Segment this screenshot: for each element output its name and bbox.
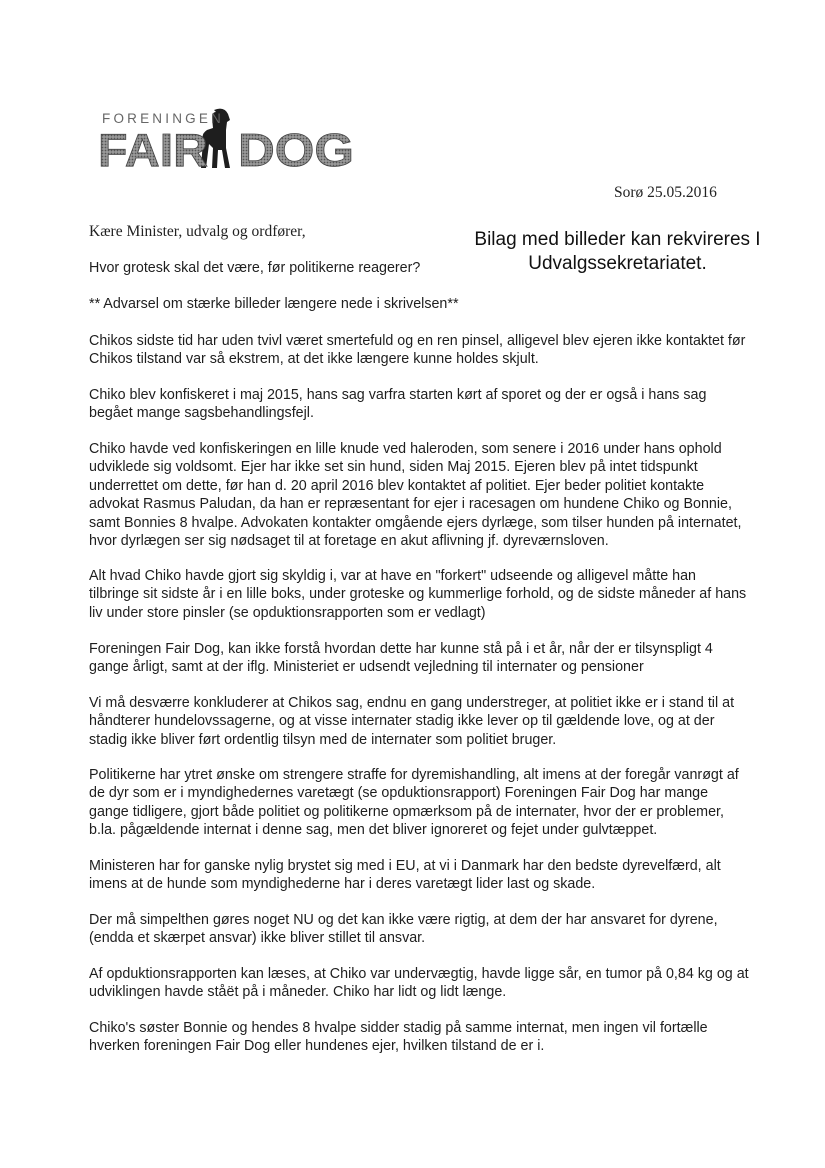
- body-paragraph: Chiko's søster Bonnie og hendes 8 hvalpe sidder stadig på samme internat, men ingen vil fortælle hverken foreningen Fair Dog eller hundenes ejer, hvilken tilstand de er i.: [89, 1020, 708, 1055]
- body-paragraph: Alt hvad Chiko havde gjort sig skyldig i, var at have en "forkert" udseende og alligevel måtte han tilbringe sit sidste år i en lille boks, under groteske og kummerlige forhold, og de sidste måneder af hans liv under store pinsler (se opduktionsrapporten som er vedlagt): [89, 568, 747, 621]
- notice-line-2: Udvalgssekretariatet.: [528, 253, 707, 274]
- body-paragraph-question: Hvor grotesk skal det være, før politikerne reagerer?: [89, 260, 421, 276]
- logo-big-left: FAIR: [98, 124, 208, 170]
- body-paragraph: Politikerne har ytret ønske om strengere straffe for dyremishandling, alt imens at der foregår vanrøgt af de dyr som er i myndighedernes varetægt (se opduktionsrapport) Foreningen Fair Dog har mange gange tidligere, gjort både politiet og politikerne opmærksom på de internater, hvor der er problemer, b.la. pågældende internat i denne sag, men det bliver ignoreret og fejet under gulvtæppet.: [89, 767, 739, 839]
- logo-small-text: FORENINGEN: [102, 111, 225, 126]
- fair-dog-logo: [98, 104, 358, 170]
- body-paragraph: Chiko blev konfiskeret i maj 2015, hans sag varfra starten kørt af sporet og der er også i hans sag begået mange sagsbehandlingsfejl.: [89, 387, 707, 422]
- logo-big-right: DOG: [238, 124, 354, 170]
- body-paragraph: Foreningen Fair Dog, kan ikke forstå hvordan dette har kunne stå på i et år, når der er tilsynspligt 4 gange årligt, samt at der iflg. Ministeriet er udsendt vejledning til internater og pensioner: [89, 641, 713, 676]
- body-paragraph: Chikos sidste tid har uden tvivl været smertefuld og en ren pinsel, alligevel blev ejeren ikke kontaktet før Chikos tilstand var så ekstrem, at det ikke længere kunne holdes skjult.: [89, 333, 746, 368]
- body-paragraph: Af opduktionsrapporten kan læses, at Chiko var undervægtig, havde ligge sår, en tumor på 0,84 kg og at udviklingen havde ståët på i måneder. Chiko har lidt og lidt længe.: [89, 966, 749, 1001]
- salutation: Kære Minister, udvalg og ordfører,: [89, 223, 306, 240]
- body-paragraph: Chiko havde ved konfiskeringen en lille knude ved haleroden, som senere i 2016 under hans ophold udviklede sig voldsomt. Ejer har ikke set sin hund, siden Maj 2015. Ejeren blev på intet tidspunkt underrettet om dette, før han d. 20 april 2016 blev kontaktet af politiet. Ejer beder politiet kontakte advokat Rasmus Paludan, da han er repræsentant for ejer i racesagen om hundene Chiko og Bonnie, samt Bonnies 8 hvalpe. Advokaten kontakter omgående ejers dyrlæge, som tilser hunden på internatet, hvor dyrlægen ser sig nødsaget til at foretage en akut aflivning jf. dyreværnsloven.: [89, 441, 742, 550]
- body-paragraph: Der må simpelthen gøres noget NU og det kan ikke være rigtig, at dem der har ansvaret for dyrene, (endda et skærpet ansvar) ikke bliver stillet til ansvar.: [89, 912, 718, 947]
- notice-line-1: Bilag med billeder kan rekvireres I: [474, 229, 761, 250]
- logo-wordmark: [98, 104, 358, 170]
- body-paragraph: Vi må desværre konkluderer at Chikos sag, endnu en gang understreger, at politiet ikke er i stand til at håndterer hundelovssagerne, og at visse internater stadig ikke lever op til gældende love, og at der stadig ikke bliver ført ordentlig tilsyn med de internater som politiet bruger.: [89, 695, 735, 748]
- body-paragraph-warning: ** Advarsel om stærke billeder længere nede i skrivelsen**: [89, 296, 459, 312]
- letter-date: Sorø 25.05.2016: [614, 184, 717, 201]
- body-paragraph: Ministeren har for ganske nylig brystet sig med i EU, at vi i Danmark har den bedste dyrevelfærd, alt imens at de hunde som myndighederne har i deres varetægt lider last og skade.: [89, 858, 721, 893]
